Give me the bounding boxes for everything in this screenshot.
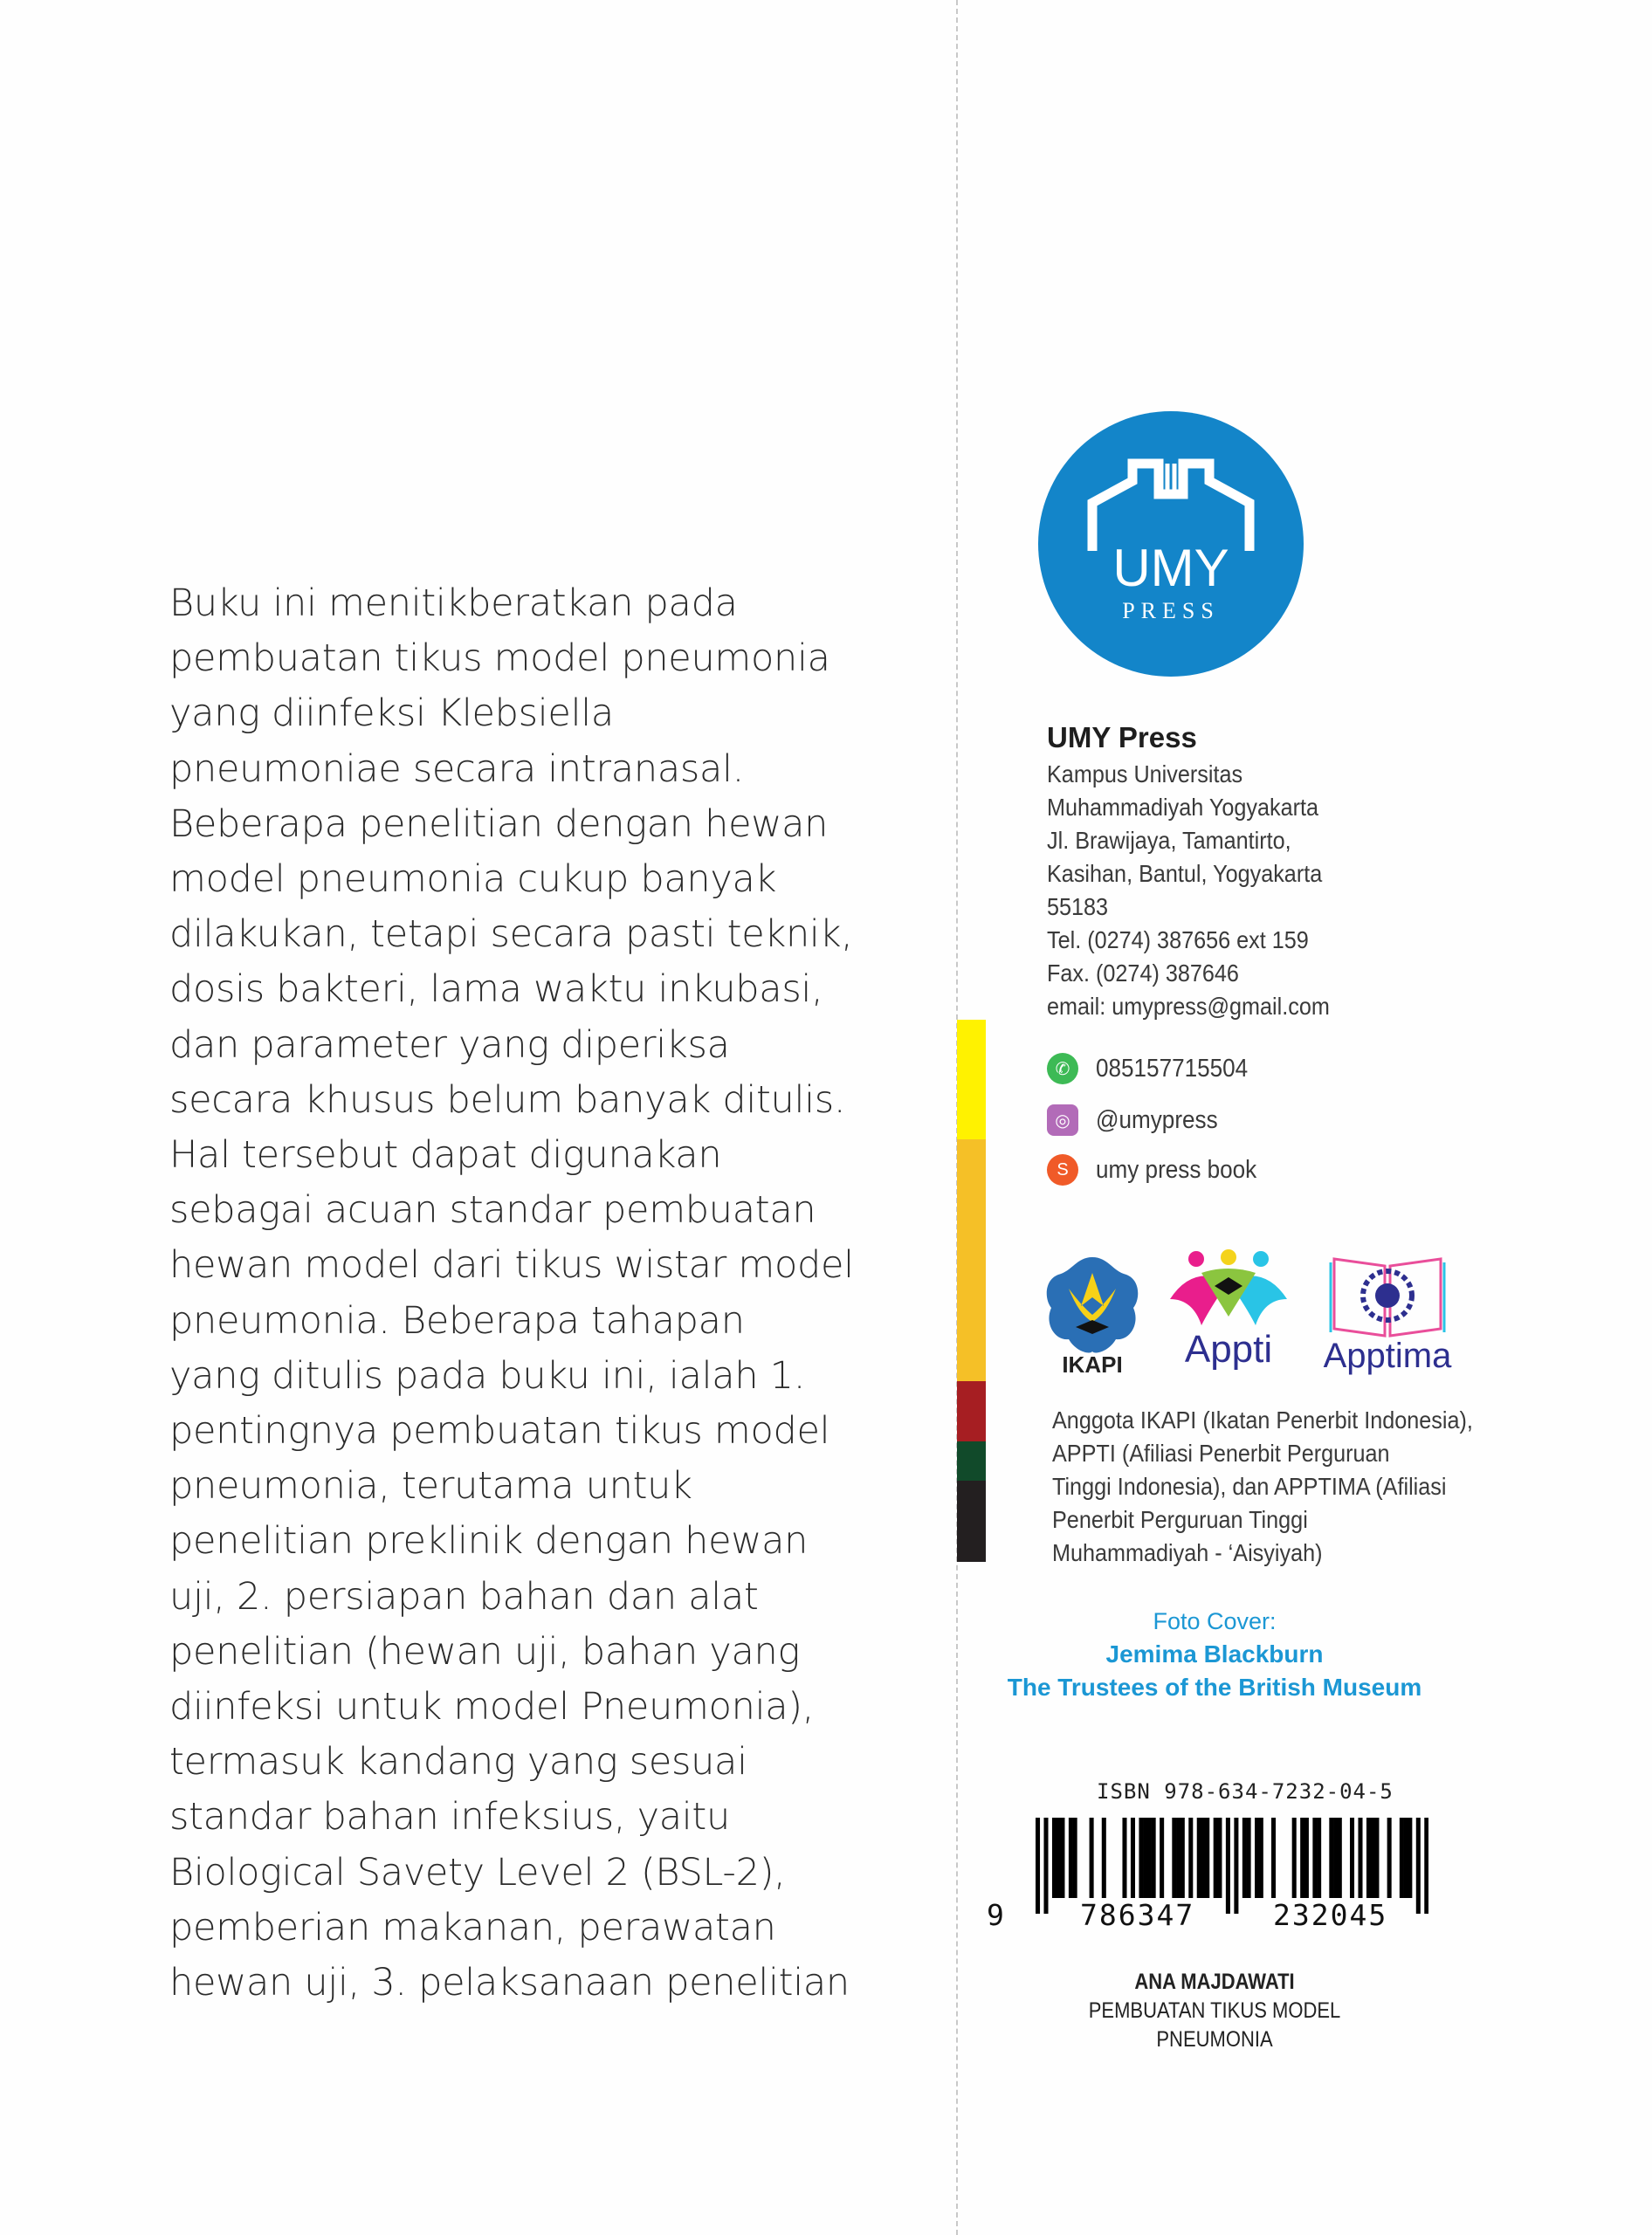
barcode-bar: [1242, 1818, 1247, 1898]
barcode-bar: [1350, 1818, 1354, 1898]
barcode-bar: [1139, 1818, 1143, 1898]
blurb-line: dilakukan, tetapi secara pasti teknik,: [169, 912, 853, 957]
instagram-icon: ◎: [1047, 1104, 1078, 1136]
social-instagram: [1047, 1104, 1231, 1136]
blurb-line: dosis bakteri, lama waktu inkubasi,: [169, 967, 823, 1012]
barcode-bar: [1304, 1818, 1309, 1898]
barcode-bar: [1259, 1818, 1263, 1898]
color-band-yellow: [957, 1020, 986, 1139]
apptima-logo-text: Apptima: [1323, 1337, 1452, 1375]
apptima-logo: [1322, 1250, 1453, 1378]
address-line: Muhammadiyah Yogyakarta: [1047, 794, 1318, 821]
barcode-bar: [1416, 1818, 1421, 1914]
barcode-bar: [1052, 1818, 1057, 1898]
barcode-bar: [1247, 1818, 1251, 1898]
barcode-digits-left: 786347: [1080, 1898, 1195, 1932]
membership-line: Tinggi Indonesia), dan APPTIMA (Afiliasi: [1052, 1473, 1447, 1500]
barcode-bar: [1371, 1818, 1375, 1898]
photo-credit-org: The Trustees of the British Museum: [1007, 1674, 1422, 1701]
appti-logo: [1167, 1247, 1291, 1378]
barcode-bar: [1400, 1818, 1404, 1898]
whatsapp-icon: ✆: [1047, 1053, 1078, 1084]
barcode-bar: [1176, 1818, 1180, 1898]
book-title-line1: PEMBUATAN TIKUS MODEL: [1088, 1998, 1341, 2023]
isbn-label: ISBN 978-634-7232-04-5: [1097, 1779, 1394, 1804]
barcode-bar: [1201, 1818, 1205, 1898]
barcode-digit-first: 9: [987, 1898, 1004, 1932]
blurb-line: pembuatan tikus model pneumonia: [169, 636, 830, 681]
blurb-line: Biological Savety Level 2 (BSL-2),: [169, 1850, 786, 1895]
barcode-bar: [1036, 1818, 1040, 1914]
barcode-bar: [1255, 1818, 1259, 1898]
barcode-bar: [1073, 1818, 1077, 1898]
barcode-digits-right: 232045: [1273, 1898, 1388, 1932]
blurb-line: Buku ini menitikberatkan pada: [169, 581, 738, 625]
membership-statement: [1052, 1404, 1473, 1570]
address-line: Fax. (0274) 387646: [1047, 959, 1239, 987]
barcode-bar: [1333, 1818, 1338, 1898]
address-line: Kampus Universitas: [1047, 760, 1243, 787]
publisher-name: UMY Press: [1047, 721, 1197, 753]
blurb-line: uji, 2. persiapan bahan dan alat: [169, 1574, 759, 1619]
blurb-line: yang ditulis pada buku ini, ialah 1.: [169, 1353, 806, 1398]
barcode-bar: [1366, 1818, 1371, 1898]
blurb-line: Beberapa penelitian dengan hewan: [169, 801, 829, 846]
whatsapp-number: 085157715504: [1096, 1054, 1249, 1083]
blurb-line: pemberian makanan, perawatan: [169, 1905, 776, 1950]
back-cover-blurb: [169, 576, 868, 2011]
blurb-line: hewan model dari tikus wistar model: [169, 1243, 854, 1288]
ikapi-logo: [1043, 1254, 1143, 1376]
barcode-bar: [1358, 1818, 1362, 1898]
barcode-bar: [1338, 1818, 1342, 1898]
color-band-green: [957, 1441, 986, 1481]
barcode-bar: [1329, 1818, 1333, 1898]
barcode-bar: [1152, 1818, 1156, 1898]
barcode-bar: [1147, 1818, 1152, 1898]
membership-line: Anggota IKAPI (Ikatan Penerbit Indonesia),: [1052, 1406, 1473, 1434]
appti-logo-text: Appti: [1184, 1328, 1273, 1371]
blurb-line: dan parameter yang diperiksa: [169, 1022, 730, 1067]
umy-press-logo: [1038, 411, 1304, 677]
barcode-bar: [1143, 1818, 1147, 1898]
barcode-bar: [1312, 1818, 1317, 1898]
logo-text: UMY: [1112, 539, 1229, 597]
barcode-bar: [1387, 1818, 1392, 1898]
blurb-line: yang diinfeksi Klebsiella: [169, 691, 614, 736]
blurb-line: model pneumonia cukup banyak: [169, 857, 777, 902]
photo-credit-label: Foto Cover:: [1153, 1608, 1277, 1634]
barcode-bar: [1205, 1818, 1209, 1898]
membership-line: Muhammadiyah - ‘Aisyiyah): [1052, 1539, 1323, 1566]
membership-line: Penerbit Perguruan Tinggi: [1052, 1506, 1308, 1533]
publisher-address: [1047, 758, 1330, 1023]
barcode-bar: [1300, 1818, 1304, 1898]
barcode-bar: [1404, 1818, 1408, 1898]
blurb-line: pneumonia. Beberapa tahapan: [169, 1298, 745, 1343]
blurb-line: penelitian preklinik dengan hewan: [169, 1519, 809, 1564]
address-line: Tel. (0274) 387656 ext 159: [1047, 926, 1309, 953]
ikapi-logo-text: IKAPI: [1062, 1351, 1123, 1376]
address-line: Jl. Brawijaya, Tamantirto,: [1047, 827, 1291, 854]
logo-subtext: PRESS: [1122, 598, 1220, 623]
barcode-bar: [1217, 1818, 1222, 1898]
social-shop: [1047, 1154, 1275, 1186]
barcode-bar: [1122, 1818, 1126, 1898]
barcode-bar: [1188, 1818, 1193, 1898]
address-line: Kasihan, Bantul, Yogyakarta: [1047, 860, 1323, 887]
blurb-line: pneumoniae secara intranasal.: [169, 746, 745, 791]
color-band-gold: [957, 1139, 986, 1381]
barcode-bar: [1271, 1818, 1276, 1898]
barcode-bar: [1214, 1818, 1218, 1898]
blurb-line: sebagai acuan standar pembuatan: [169, 1188, 816, 1233]
barcode-bar: [1424, 1818, 1428, 1914]
building-icon: [1038, 411, 1304, 677]
blurb-line: penelitian (hewan uji, bahan yang: [169, 1629, 800, 1674]
barcode-bar: [1102, 1818, 1106, 1898]
barcode-bar: [1317, 1818, 1321, 1898]
color-band-black: [957, 1481, 986, 1562]
barcode-bar: [1043, 1818, 1048, 1914]
barcode-bar: [1374, 1818, 1379, 1898]
barcode-bar: [1131, 1818, 1135, 1898]
blurb-line: Hal tersebut dapat digunakan: [169, 1133, 722, 1178]
barcode-bar: [1160, 1818, 1164, 1898]
barcode-bar: [1090, 1818, 1094, 1898]
barcode-bar: [1197, 1818, 1201, 1898]
barcode-bar: [1057, 1818, 1061, 1898]
membership-line: APPTI (Afiliasi Penerbit Perguruan: [1052, 1440, 1390, 1467]
barcode-bar: [1172, 1818, 1176, 1898]
shopee-icon: S: [1047, 1154, 1078, 1186]
blurb-line: secara khusus belum banyak ditulis.: [169, 1077, 846, 1122]
address-line: 55183: [1047, 893, 1109, 920]
barcode-bar: [1292, 1818, 1297, 1898]
author-name: ANA MAJDAWATI: [1134, 1970, 1295, 1994]
blurb-line: termasuk kandang yang sesuai: [169, 1740, 747, 1785]
blurb-line: hewan uji, 3. pelaksanaan penelitian: [169, 1961, 850, 2005]
book-title-line2: PNEUMONIA: [1156, 2027, 1273, 2052]
instagram-handle: @umypress: [1096, 1105, 1218, 1134]
blurb-line: standar bahan infeksius, yaitu: [169, 1795, 730, 1840]
barcode-bar: [1060, 1818, 1064, 1898]
barcode-bar: [1234, 1818, 1238, 1914]
photo-credit-name: Jemima Blackburn: [1105, 1640, 1324, 1668]
shop-name: umy press book: [1096, 1155, 1257, 1184]
barcode-bar: [1180, 1818, 1185, 1898]
color-band-red: [957, 1381, 986, 1441]
blurb-line: pneumonia, terutama untuk: [169, 1464, 692, 1509]
address-line: email: umypress@gmail.com: [1047, 993, 1330, 1020]
barcode-bar: [1408, 1818, 1412, 1898]
blurb-line: diinfeksi untuk model Pneumonia),: [169, 1685, 815, 1730]
social-whatsapp: [1047, 1053, 1265, 1084]
barcode-bar: [1226, 1818, 1230, 1914]
blurb-line: pentingnya pembuatan tikus model: [169, 1409, 830, 1454]
barcode-bar: [1069, 1818, 1073, 1898]
